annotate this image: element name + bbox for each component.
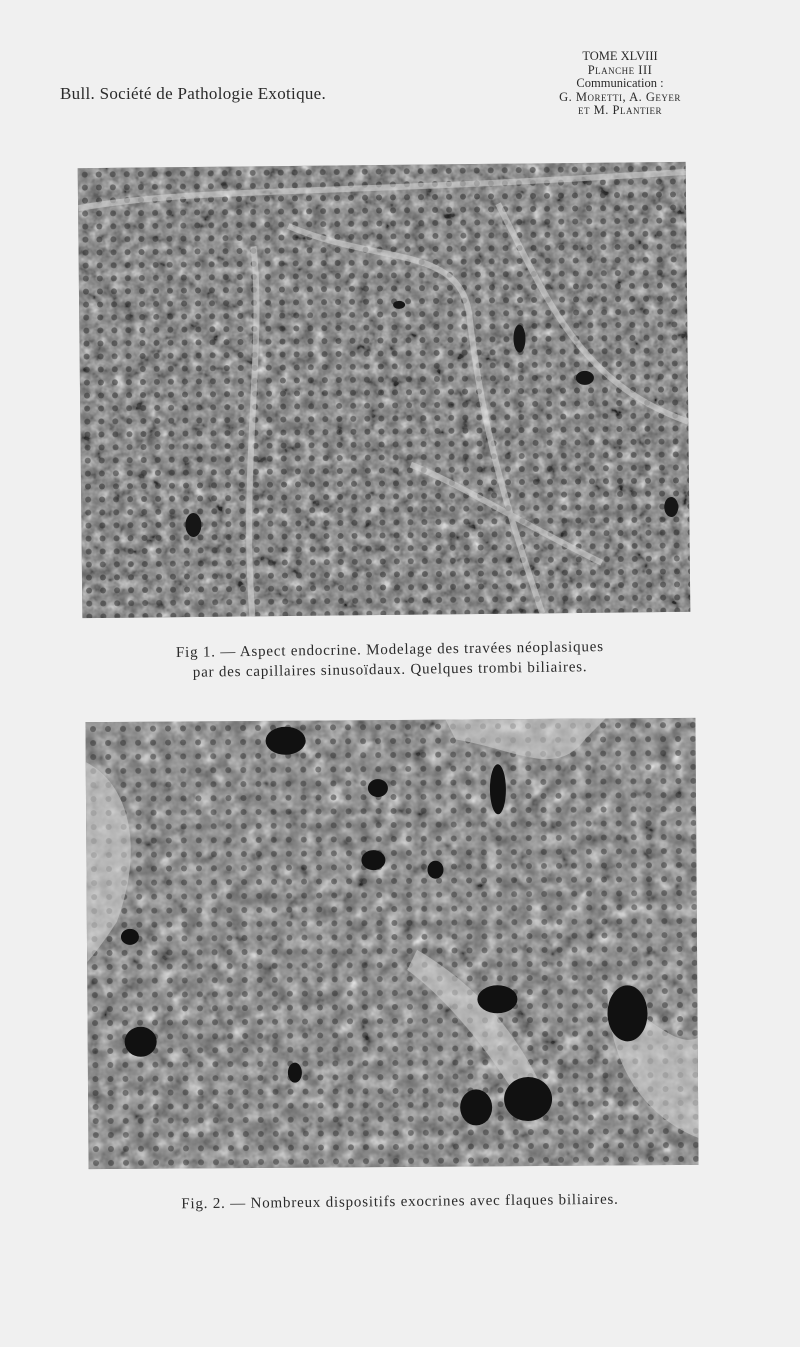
authors-line-1: G. Moretti, A. Geyer	[559, 89, 681, 104]
figure-1-caption-line-2: par des capillaires sinusoïdaux. Quelques trombi biliaires.	[192, 659, 588, 681]
planche-label: Planche III	[587, 62, 653, 77]
journal-title: Bull. Société de Pathologie Exotique.	[60, 84, 327, 103]
micrograph-figure-2	[85, 718, 698, 1169]
tome-label: TOME XLVIII	[582, 49, 658, 63]
plate-header	[520, 50, 720, 118]
authors-line-2: et M. Plantier	[578, 103, 662, 117]
figure-2-caption-line-1: Fig. 2. — Nombreux dispositifs exocrines avec flaques biliaires.	[181, 1191, 619, 1213]
figure-2-caption	[130, 1189, 670, 1215]
figure-1-caption-line-1: Fig 1. — Aspect endocrine. Modelage des travées néoplasiques	[175, 639, 604, 661]
communication-label: Communication :	[576, 76, 664, 90]
micrograph-figure-1	[78, 162, 691, 618]
figure-1-caption	[130, 636, 651, 683]
